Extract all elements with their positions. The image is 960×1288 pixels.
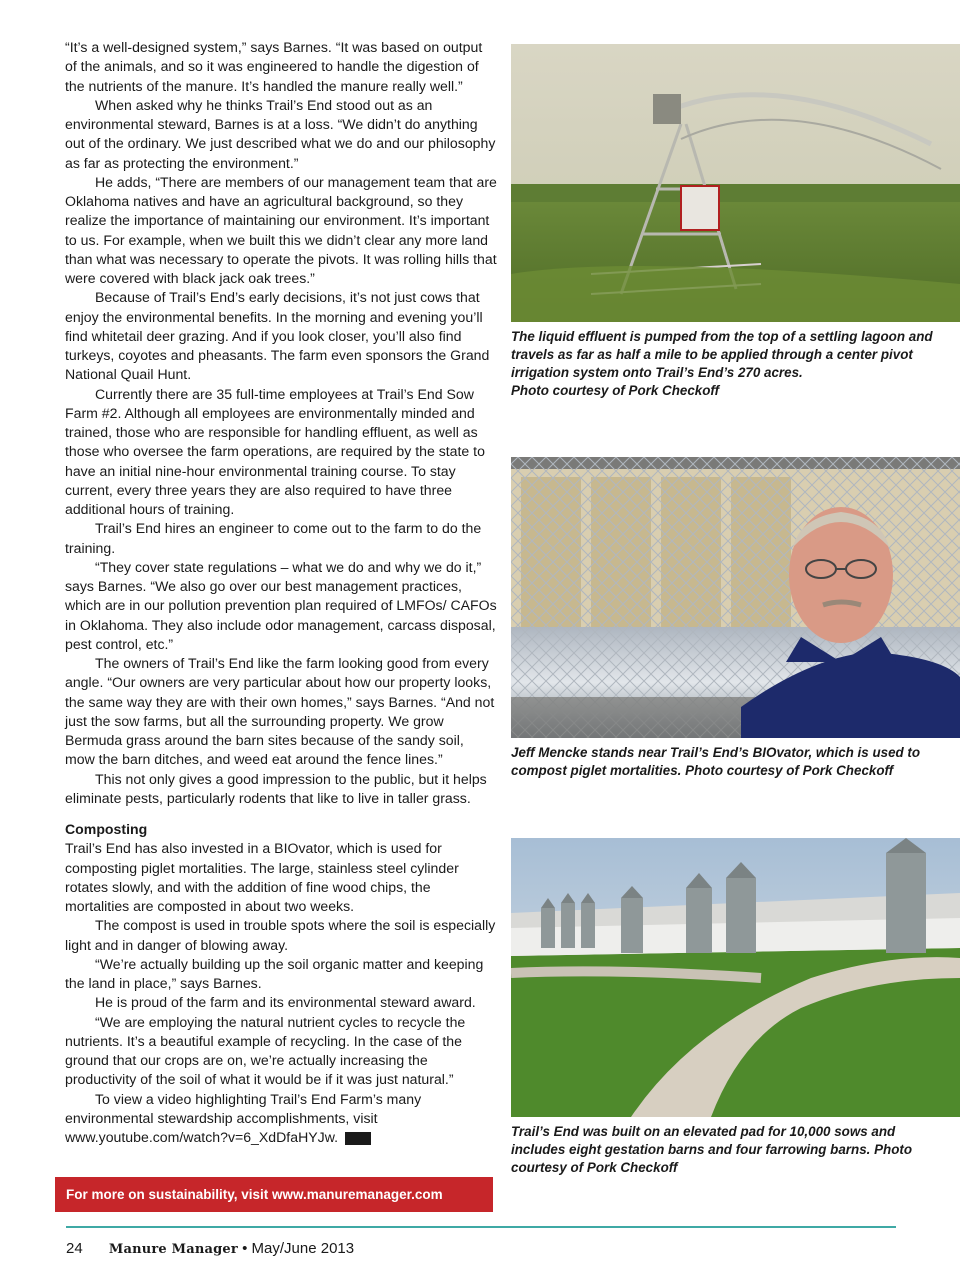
issue-date: May/June 2013 — [251, 1240, 355, 1257]
paragraph: The compost is used in trouble spots where the soil is especially light and in danger of blowing away. — [65, 917, 496, 953]
promo-text[interactable]: For more on sustainability, visit www.manuremanager.com — [66, 1187, 443, 1202]
paragraph: When asked why he thinks Trail’s End stood out as an environmental steward, Barnes is at a loss. “We didn’t do anything out of the ordinary. We just described what we do and our philosophy as far as protecting the environment.” — [65, 96, 496, 171]
promo-bar[interactable] — [55, 1177, 493, 1212]
photo-irrigation-pivot — [511, 44, 960, 322]
photo-caption — [511, 1123, 941, 1177]
magazine-name: Manure Manager — [108, 1242, 238, 1257]
paragraph: “It’s a well-designed system,” says Barnes. “It was based on output of the animals, and so it was engineered to handle the digestion of the nutrients of the manure. It’s handled the manure really well.” — [65, 39, 483, 94]
paragraph: “They cover state regulations – what we do and why we do it,” says Barnes. “We also go over our best management practices, which are in our pollution prevention plan required of LMFOs/ CAFOs in Oklahoma. They also include odor management, carcass disposal, pest control, etc.” — [65, 558, 497, 652]
paragraph: Trail’s End has also invested in a BIOvator, which is used for composting piglet mortalities. The large, stainless steel cylinder rotates slowly, and with the addition of fine wood chips, the mortalities are composted in about two weeks. — [65, 840, 459, 914]
photo-barns-silos — [511, 838, 960, 1117]
paragraph: This not only gives a good impression to the public, but it helps eliminate pests, particularly rodents that like to live in taller grass. — [65, 770, 487, 806]
paragraph: Trail’s End hires an engineer to come out to the farm to do the training. — [65, 520, 482, 556]
paragraph: He is proud of the farm and its environmental steward award. — [95, 994, 476, 1011]
caption-text: Jeff Mencke stands near Trail’s End’s BIOvator, which is used to compost piglet mortalities. Photo courtesy of Pork Checkoff — [511, 745, 921, 778]
section-heading-composting: Composting — [65, 821, 148, 837]
photo-credit: Photo courtesy of Pork Checkoff — [511, 383, 720, 398]
article-body — [65, 38, 497, 1147]
paragraph: “We are employing the natural nutrient cycles to recycle the nutrients. It’s a beautiful example of recycling. In the case of the ground that our crops are on, we’re actually increasing the productivity of the soil of what it would be if it was just natural.” — [65, 1013, 466, 1088]
paragraph: The owners of Trail’s End like the farm looking good from every angle. “Our owners are very particular about how our property looks, the same way they are with their own homes,” says Barnes. “And not just the sow farms, but all the surrounding property. We grow Bermuda grass around the barn sites because of the sandy soil, mow the barn ditches, and weed eat around the fence lines.” — [65, 655, 495, 768]
photo-caption — [511, 744, 941, 780]
footer-separator: • — [242, 1240, 248, 1257]
paragraph-last — [65, 1090, 497, 1148]
paragraph-text: To view a video highlighting Trail’s End Farm’s many environmental stewardship accomplishments, visit www.youtube.com/watch?v=6_XdDfaHYJw. — [65, 1090, 422, 1145]
photo-biovator-portrait — [511, 457, 960, 738]
caption-text: The liquid effluent is pumped from the top of a settling lagoon and travels as far as half a mile to be applied through a center pivot irrigation system onto Trail’s End’s 270 acres. — [511, 329, 933, 380]
footer-rule — [66, 1226, 896, 1228]
paragraph: Because of Trail’s End’s early decisions, it’s not just cows that enjoy the environmental benefits. In the morning and evening you’ll find whitetail deer grazing. And if you look closer, you’ll also find turkeys, coyotes and pheasants. The farm even sponsors the Grand National Quail Hunt. — [65, 289, 490, 383]
paragraph: Currently there are 35 full-time employees at Trail’s End Sow Farm #2. Although all employees are environmentally minded and trained, those who are responsible for handling effluent, as well as those who oversee the farm operations, are required by the state to have an initial nine-hour environmental training course. To stay current, every three years they are also required to have three additional hours of training. — [65, 385, 485, 517]
end-mark-logo: MM — [345, 1132, 371, 1145]
paragraph: He adds, “There are members of our management team that are Oklahoma natives and have an agricultural background, so they realize the importance of maintaining our environment. It’s important to us. For example, when we built this we didn’t clear any more land than what was necessary to operate the pivots. It was rolling hills that were covered with black jack oak trees.” — [65, 173, 497, 286]
page-number: 24 — [66, 1240, 83, 1257]
caption-text: Trail’s End was built on an elevated pad for 10,000 sows and includes eight gestation barns and four farrowing barns. Photo courtesy of Pork Checkoff — [511, 1124, 913, 1175]
page-footer — [66, 1239, 354, 1260]
paragraph: “We’re actually building up the soil organic matter and keeping the land in place,” says Barnes. — [65, 955, 484, 991]
photo-caption — [511, 328, 941, 400]
